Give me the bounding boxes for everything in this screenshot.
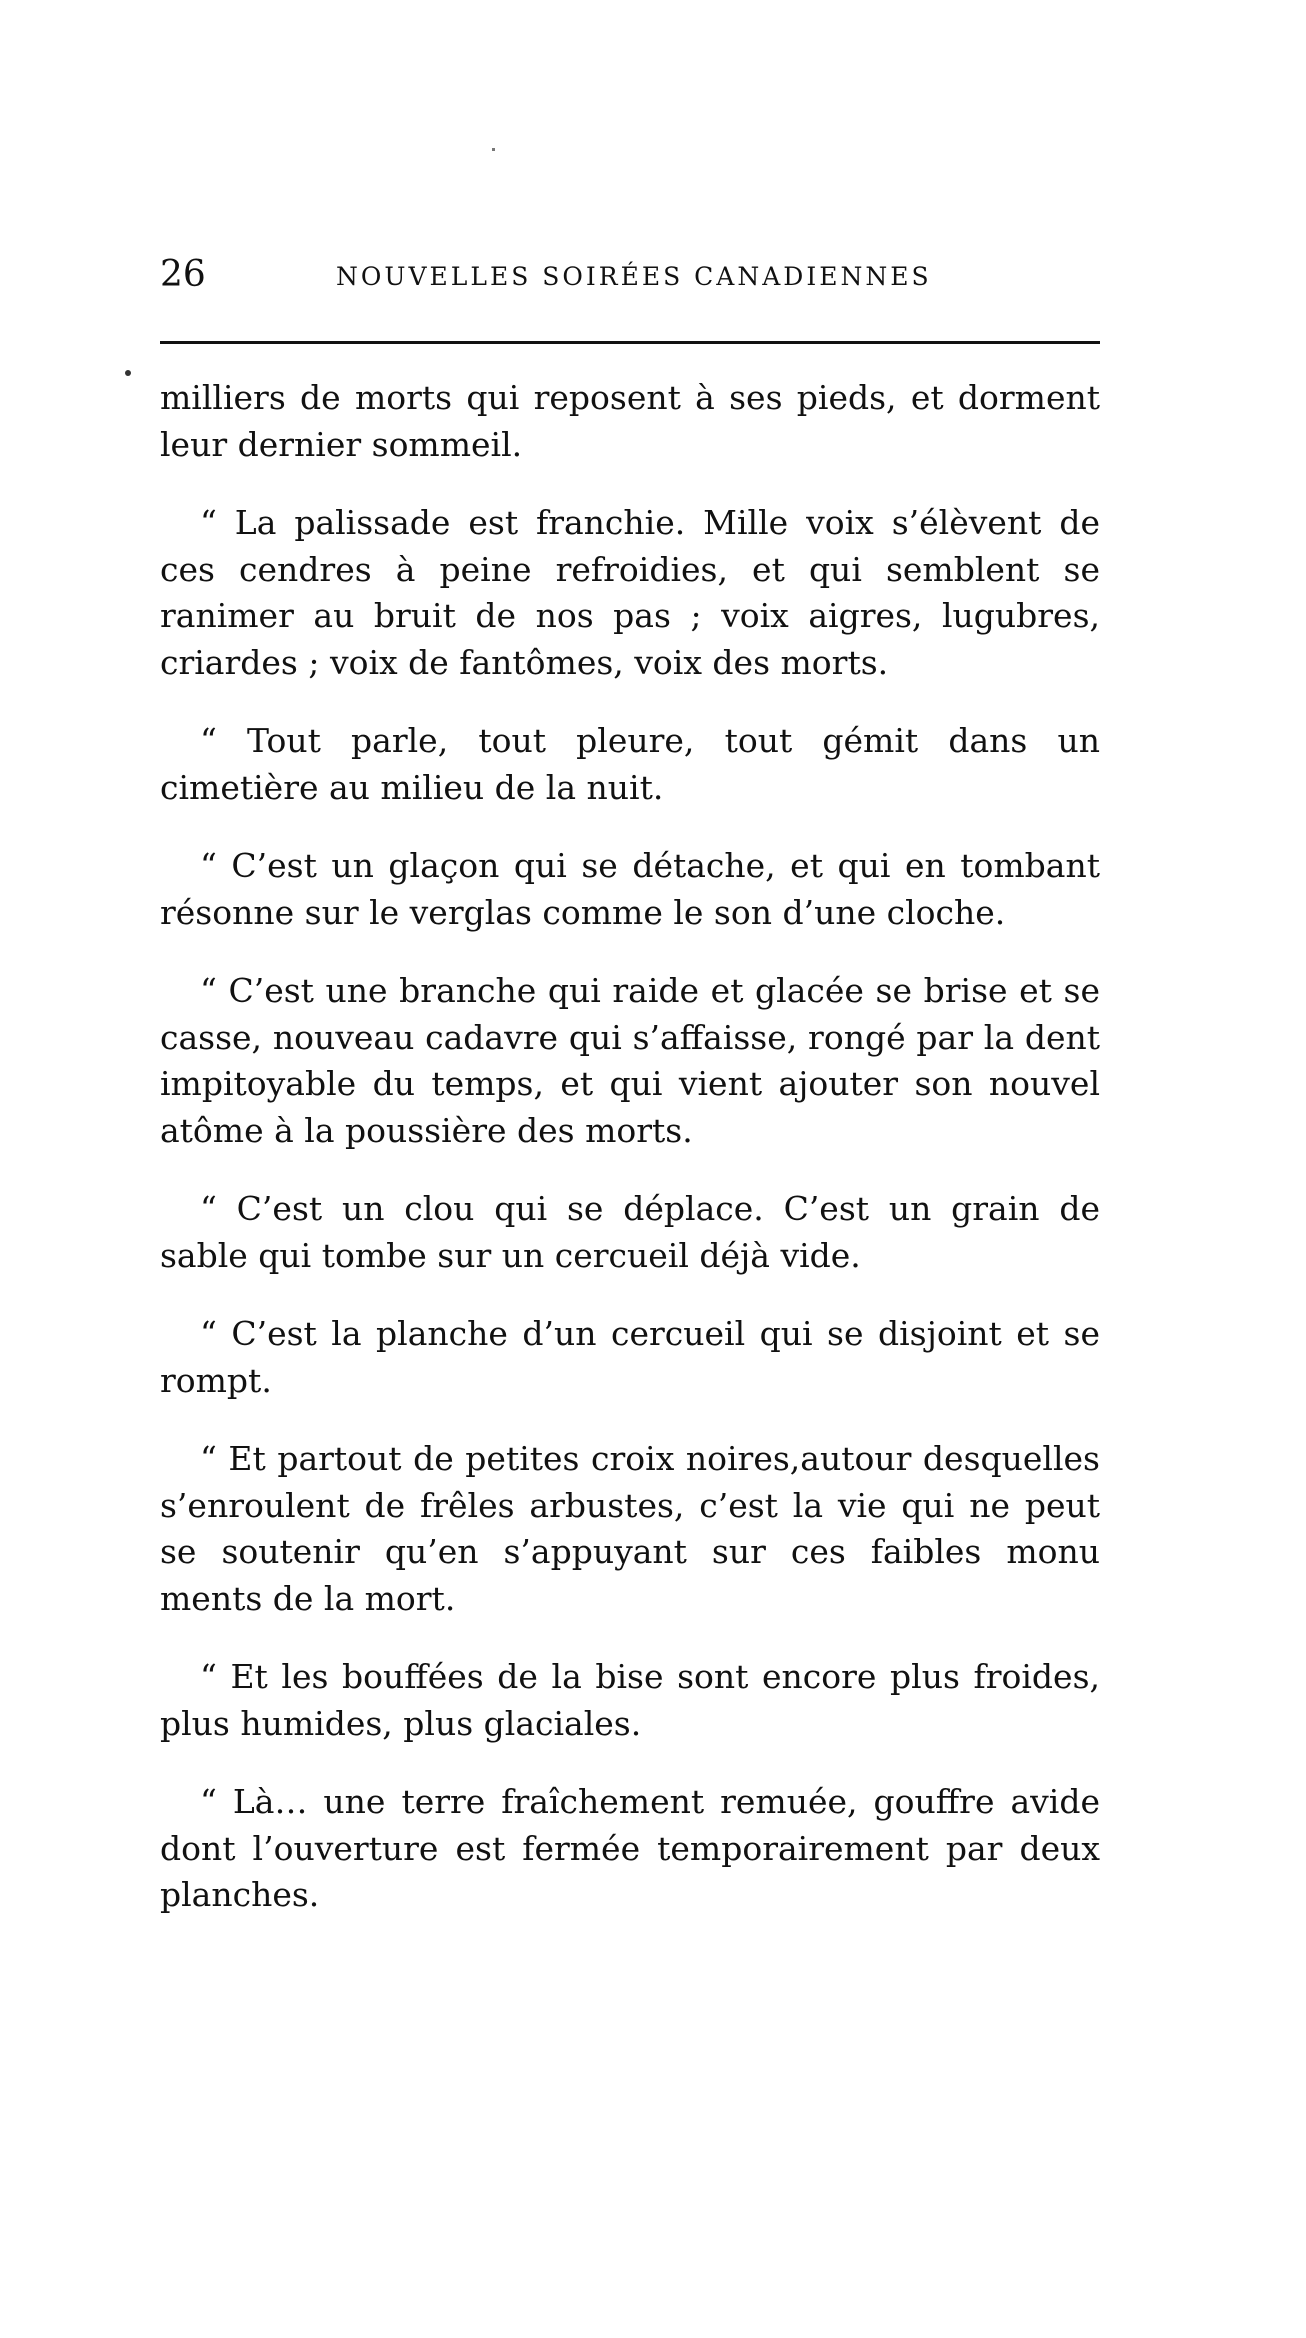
paragraph: “ La palissade est franchie. Mille voix s’élèvent de ces cendres à peine refroidies, et qui semblent se ranimer au bruit de nos pas ; voix aigres, lugubres, criardes ; voix de fantômes, voix des morts.	[160, 503, 1100, 682]
running-title: NOUVELLES SOIRÉES CANADIENNES	[336, 262, 932, 291]
paragraph: “ C’est une branche qui raide et glacée se brise et se casse, nouveau cadavre qui s’affaisse, rongé par la dent impitoyable du temps, et qui vient ajouter son nouvel atôme à la poussière des morts.	[160, 971, 1100, 1150]
paragraph: “ C’est un glaçon qui se détache, et qui en tombant résonne sur le verglas comme le son d’une cloche.	[160, 846, 1100, 932]
book-page	[160, 254, 1100, 1914]
margin-ink-mark	[125, 370, 131, 376]
paragraph: milliers de morts qui reposent à ses pieds, et dorment leur dernier sommeil.	[160, 378, 1100, 464]
paragraph: “ C’est un clou qui se déplace. C’est un grain de sable qui tombe sur un cercueil déjà vide.	[160, 1189, 1100, 1275]
header-rule	[160, 341, 1100, 344]
paragraph: “ Et partout de petites croix noires,autour desquelles s’enroulent de frêles arbustes, c’est la vie qui ne peut se soutenir qu’en s’appuyant sur ces faibles monu ments de la mort.	[160, 1439, 1100, 1618]
paragraph: “ Là… une terre fraîchement remuée, gouffre avide dont l’ouverture est fermée temporairement par deux planches.	[160, 1782, 1100, 1914]
paragraph: “ C’est la planche d’un cercueil qui se disjoint et se rompt.	[160, 1314, 1100, 1400]
page-header	[160, 255, 1100, 303]
paragraph: “ Tout parle, tout pleure, tout gémit dans un cimetière au milieu de la nuit.	[160, 721, 1100, 807]
paragraph: “ Et les bouffées de la bise sont encore plus froides, plus humides, plus glaciales.	[160, 1657, 1100, 1743]
page-number: 26	[160, 254, 206, 295]
stray-ink-mark-top	[492, 148, 495, 151]
body-text	[160, 375, 1100, 1951]
